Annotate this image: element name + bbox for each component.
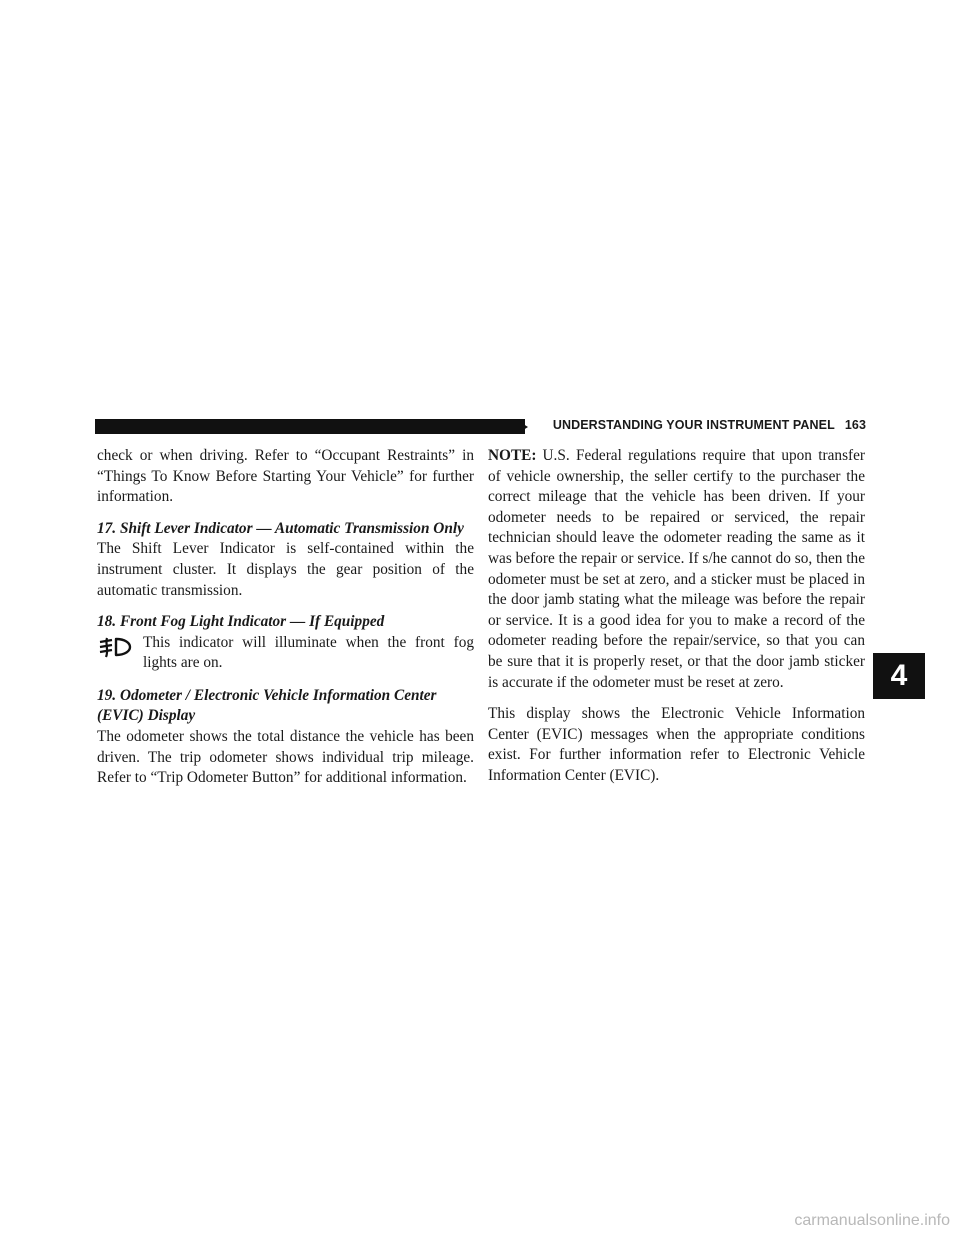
right-column: [488, 446, 865, 798]
front-fog-light-icon: [97, 635, 133, 659]
item-19-body: The odometer shows the total distance the vehicle has been driven. The trip odometer shows individual trip mileage. Refer to “Trip Odometer Button” for additional information.: [97, 727, 474, 787]
chapter-tab: 4: [873, 653, 925, 699]
item-17-body: The Shift Lever Indicator is self-contained within the instrument cluster. It displays the gear position of the automatic transmission.: [97, 540, 474, 599]
intro-paragraph: check or when driving. Refer to “Occupant Restraints” in “Things To Know Before Starting Your Vehicle” for further information.: [97, 447, 474, 506]
note-paragraph: [488, 446, 865, 693]
item-17-heading: 17. Shift Lever Indicator — Automatic Transmission Only: [97, 519, 464, 537]
evic-paragraph: This display shows the Electronic Vehicle Information Center (EVIC) messages when the appropriate conditions exist. For further information refer to Electronic Vehicle Information Center (EVIC).: [488, 705, 865, 784]
page-number: 163: [844, 418, 866, 432]
item-18-body: This indicator will illuminate when the front fog lights are on.: [143, 633, 474, 672]
item-18-heading: 18. Front Fog Light Indicator — If Equipped: [97, 613, 385, 631]
fog-light-indicator-block: [97, 633, 474, 675]
header-rule-bar: [95, 419, 525, 434]
running-header-title: UNDERSTANDING YOUR INSTRUMENT PANEL: [552, 418, 835, 432]
running-header: [536, 418, 866, 432]
left-column: [97, 446, 474, 800]
note-text: U.S. Federal regulations require that upon transfer of vehicle ownership, the seller certify to the purchaser the correct mileage that the vehicle has been driven. If your odometer needs to be repaired or serviced, the repair technician should leave the odometer reading the same as it was before the repair or service. If s/he cannot do so, then the odometer must be set at zero, and a sticker must be placed in the door jamb stating what the mileage was before the repair or service. It is a good idea for you to make a record of the odometer reading before the repair/service, so that you can be sure that it is properly reset, or that the door jamb sticker is accurate if the odometer must be reset at zero.: [488, 447, 865, 691]
note-label: NOTE:: [488, 447, 537, 464]
item-19-heading: 19. Odometer / Electronic Vehicle Information Center (EVIC) Display: [97, 686, 437, 725]
watermark-text: carmanualsonline.info: [794, 1212, 950, 1229]
